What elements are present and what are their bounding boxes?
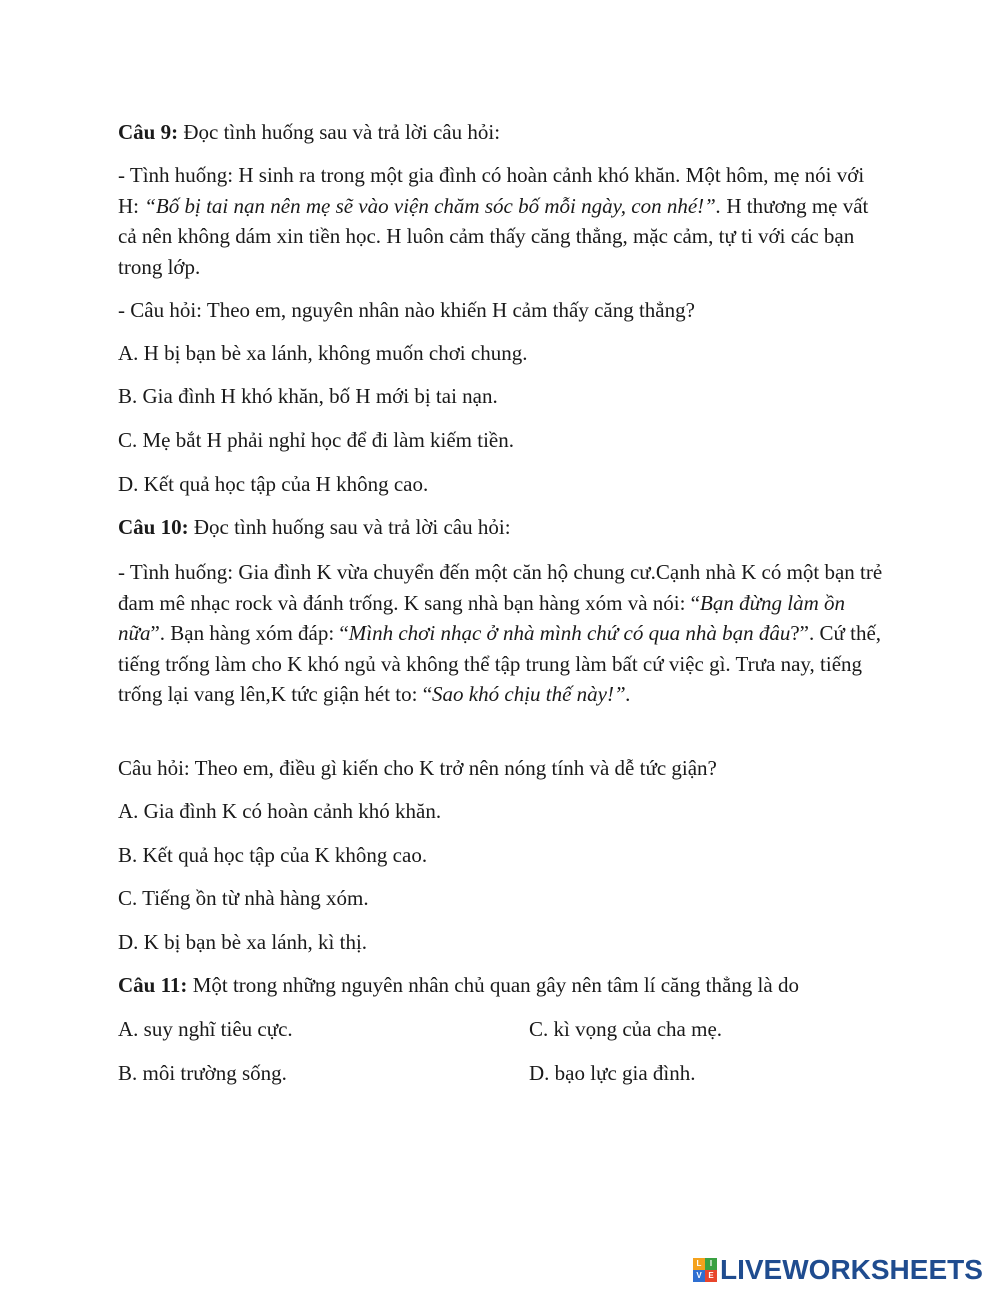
- q9-prompt: Đọc tình huống sau và trả lời câu hỏi:: [178, 120, 501, 144]
- q9-label: Câu 9:: [118, 120, 179, 144]
- q10-option-c[interactable]: C. Tiếng ồn từ nhà hàng xóm.: [118, 886, 369, 910]
- q10-situation-part1: - Tình huống: Gia đình K vừa chuyển đến một căn hộ chung cư.Cạnh nhà K có một bạn trẻ đam mê nhạc rock và đánh trống. K sang nhà bạn hàng xóm và nói: “: [118, 560, 883, 615]
- q9-situation-quote: “Bố bị tai nạn nên mẹ sẽ vào viện chăm sóc bố mỗi ngày, con nhé!”.: [144, 193, 722, 218]
- q10-option-d[interactable]: D. K bị bạn bè xa lánh, kì thị.: [118, 930, 368, 954]
- q10-option-a[interactable]: A. Gia đình K có hoàn cảnh khó khăn.: [118, 799, 442, 823]
- q10-situation-part3: ?”. Cứ thế, tiếng trống làm cho K khó ngủ và không thể tập trung làm bất cứ việc gì. Trưa nay, tiếng trống lại vang lên,K tức giận hét to: “: [118, 621, 882, 706]
- q9-option-b[interactable]: B. Gia đình H khó khăn, bố H mới bị tai nạn.: [118, 384, 498, 408]
- logo-mark-e: E: [705, 1270, 717, 1282]
- q9-option-c[interactable]: C. Mẹ bắt H phải nghỉ học để đi làm kiếm tiền.: [118, 428, 515, 452]
- q11-label: Câu 11:: [118, 973, 188, 997]
- q10-situation: [118, 557, 888, 710]
- q11-prompt: Một trong những nguyên nhân chủ quan gây nên tâm lí căng thẳng là do: [187, 973, 799, 997]
- q10-question: Câu hỏi: Theo em, điều gì kiến cho K trở nên nóng tính và dễ tức giận?: [118, 756, 717, 780]
- q9-question: - Câu hỏi: Theo em, nguyên nhân nào khiến H cảm thấy căng thẳng?: [118, 298, 695, 322]
- q9-situation-lead: - Tình huống: H sinh ra trong một gia đình có hoàn cảnh khó khăn. Một hôm, mẹ nói với H:: [118, 163, 865, 218]
- q11-option-a[interactable]: A. suy nghĩ tiêu cực.: [118, 1017, 293, 1041]
- q9-option-a[interactable]: A. H bị bạn bè xa lánh, không muốn chơi chung.: [118, 341, 528, 365]
- logo-mark-v: V: [693, 1270, 705, 1282]
- logo-mark-l: L: [693, 1258, 705, 1270]
- q10-option-b[interactable]: B. Kết quả học tập của K không cao.: [118, 843, 428, 867]
- liveworksheets-logo: [693, 1252, 983, 1288]
- q11-heading: [118, 970, 799, 1000]
- q10-situation-quote3: Sao khó chịu thế này!”.: [432, 682, 631, 706]
- q11-option-c[interactable]: C. kì vọng của cha mẹ.: [529, 1017, 723, 1041]
- q10-heading: [118, 512, 511, 542]
- q11-option-b[interactable]: B. môi trường sống.: [118, 1061, 287, 1085]
- q9-situation-rest: H thương mẹ vất cả nên không dám xin tiền học. H luôn cảm thấy căng thẳng, mặc cảm, tự ti với các bạn trong lớp.: [118, 193, 869, 279]
- liveworksheets-logo-icon: [693, 1258, 717, 1282]
- q10-situation-quote2: Mình chơi nhạc ở nhà mình chứ có qua nhà bạn đâu: [348, 621, 791, 645]
- q9-situation: [118, 160, 888, 282]
- q10-label: Câu 10:: [118, 515, 189, 539]
- q10-situation-quote1: Bạn đừng làm ồn nữa: [118, 590, 846, 645]
- q9-heading: [118, 117, 500, 147]
- q10-prompt: Đọc tình huống sau và trả lời câu hỏi:: [188, 515, 511, 539]
- logo-mark-i: I: [705, 1258, 717, 1270]
- q9-option-d[interactable]: D. Kết quả học tập của H không cao.: [118, 472, 429, 496]
- q10-situation-part2: ”. Bạn hàng xóm đáp: “: [150, 621, 349, 645]
- q11-option-d[interactable]: D. bạo lực gia đình.: [529, 1061, 696, 1085]
- liveworksheets-logo-text: LIVEWORKSHEETS: [720, 1254, 983, 1285]
